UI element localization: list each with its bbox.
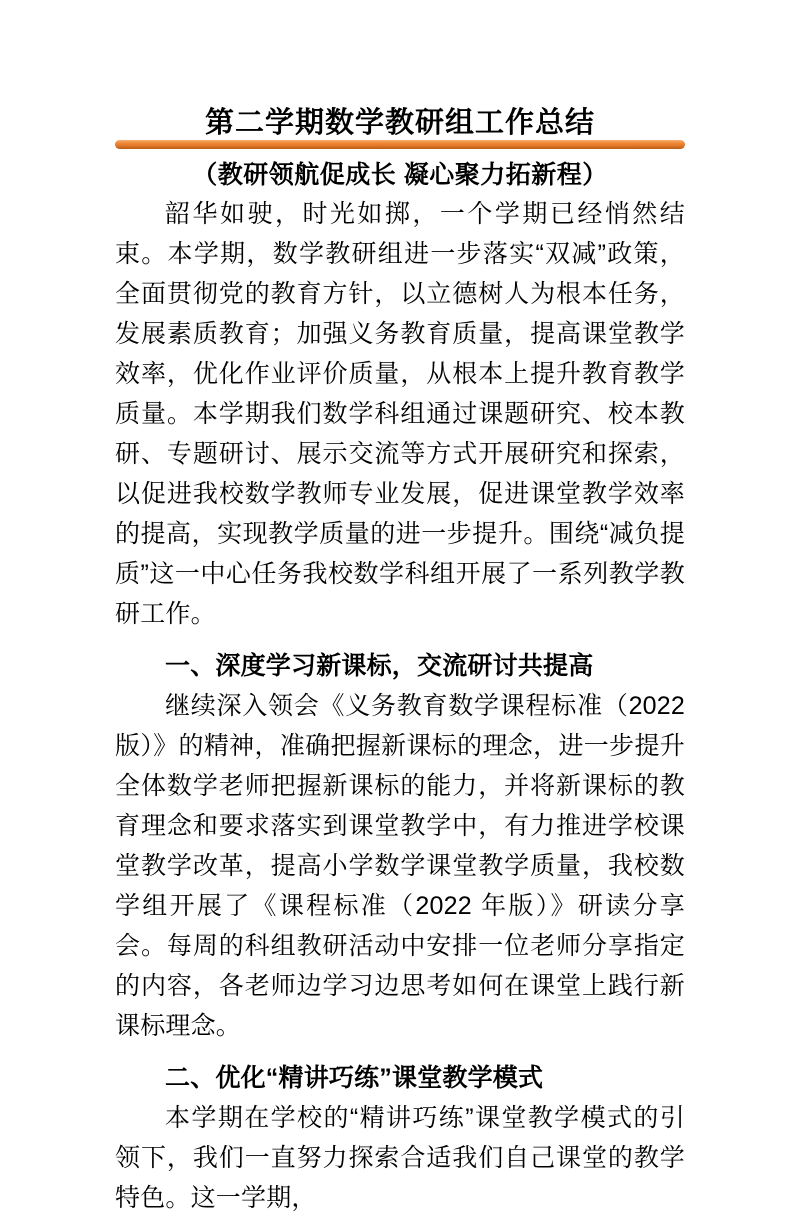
document-title: 第二学期数学教研组工作总结 xyxy=(204,107,595,139)
section-heading-2: 二、优化“精讲巧练”课堂教学模式 xyxy=(165,1064,544,1092)
document-subtitle: （教研领航促成长 凝心聚力拓新程） xyxy=(192,161,608,189)
title-underline-rule xyxy=(115,140,685,149)
section-heading-1: 一、深度学习新课标，交流研讨共提高 xyxy=(165,652,594,680)
paragraph-section-2: 本学期在学校的“精讲巧练”课堂教学模式的引领下，我们一直努力探索合适我们自己课堂的教学特色。这一学期， xyxy=(115,1104,685,1212)
paragraph-intro: 韶华如驶，时光如掷，一个学期已经悄然结束。本学期，数学教研组进一步落实“双减”政策，全面贯彻党的教育方针，以立德树人为根本任务，发展素质教育；加强义务教育质量，提高课堂教学效率，优化作业评价质量，从根本上提升教育教学质量。本学期我们数学科组通过课题研究、校本教研、专题研讨、展示交流等方式开展研究和探索，以促进我校数学教师专业发展，促进课堂教学效率的提高，实现教学质量的进一步提升。围绕“减负提质”这一中心任务我校数学科组开展了一系列教学教研工作。 xyxy=(115,200,685,628)
paragraph-section-1: 继续深入领会《义务教育数学课程标准（2022 版）》的精神，准确把握新课标的理念，进一步提升全体数学老师把握新课标的能力，并将新课标的教育理念和要求落实到课堂教学中，有力推进学校课堂教学改革，提高小学数学课堂教学质量，我校数学组开展了《课程标准（2022 年版）》研读分享会。每周的科组教研活动中安排一位老师分享指定的内容，各老师边学习边思考如何在课堂上践行新课标理念。 xyxy=(115,692,685,1040)
